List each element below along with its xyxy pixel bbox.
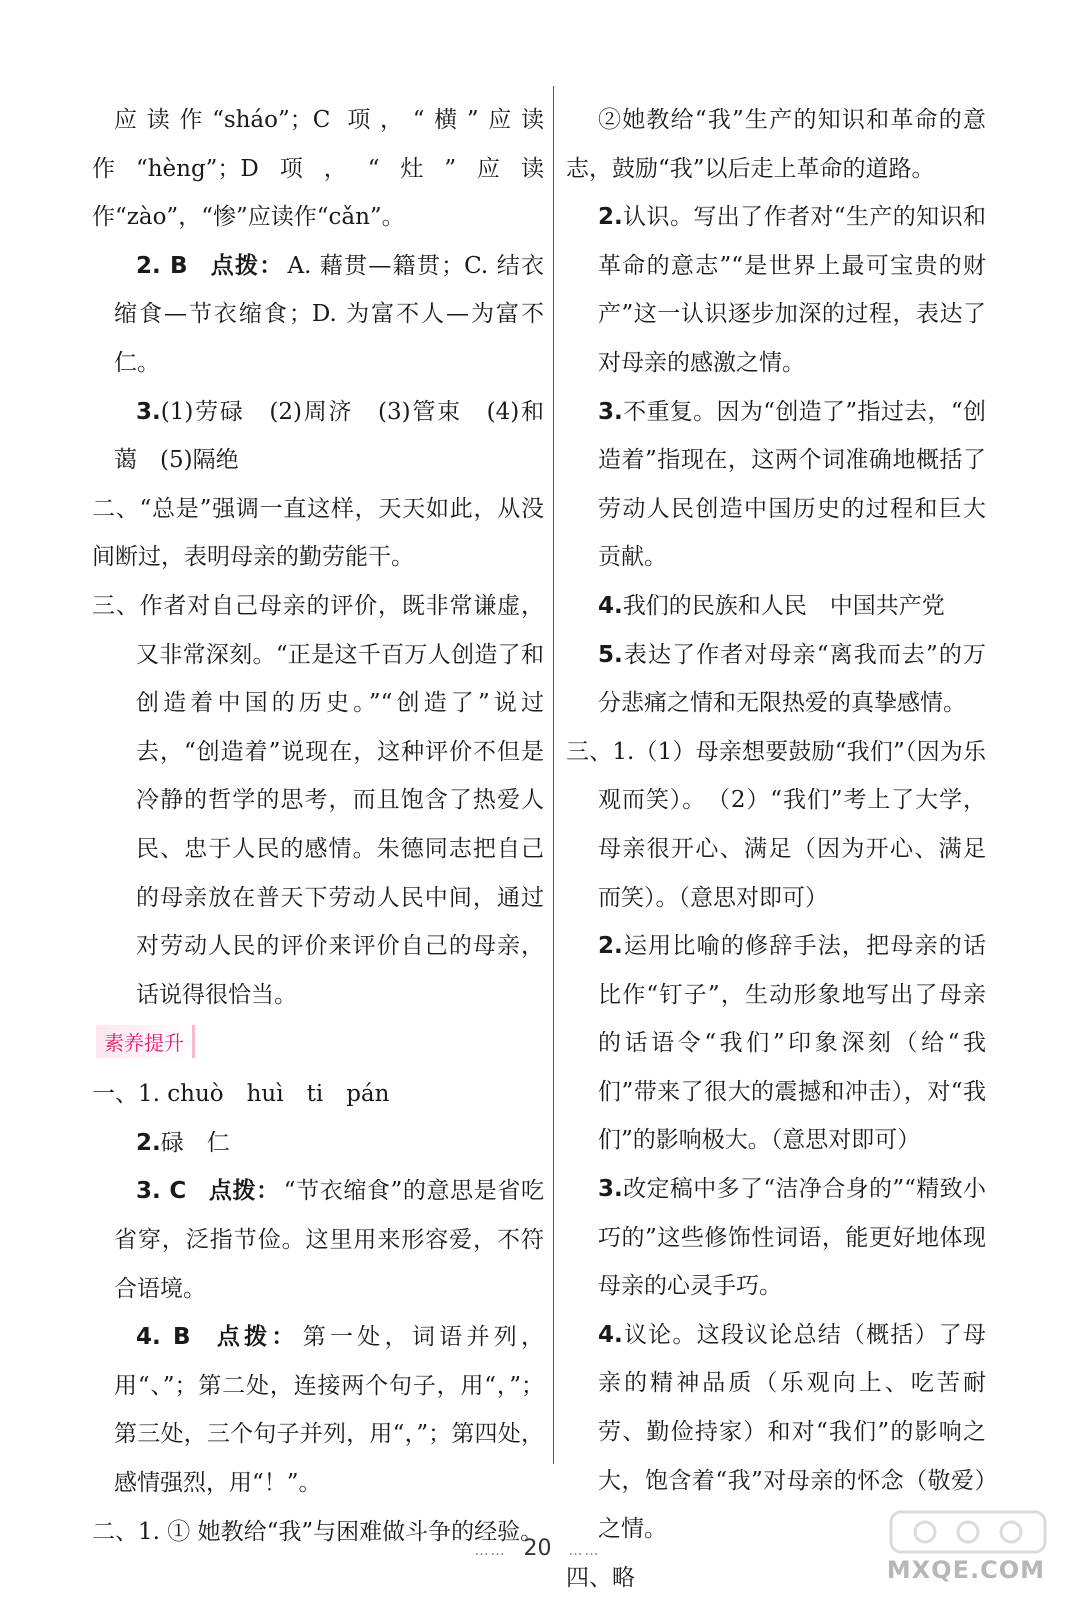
answer-paragraph bbox=[92, 1119, 544, 1168]
answer-paragraph bbox=[92, 485, 544, 582]
hint-keyword: 点拨： bbox=[208, 1178, 280, 1205]
answer-text: 我们的民族和人民 中国共产党 bbox=[622, 592, 945, 619]
answer-text: A. 藉贯—籍贯；C. 结衣缩食—节衣缩食；D. 为富不人—为富不仁。 bbox=[114, 252, 544, 376]
answer-paragraph bbox=[92, 388, 544, 485]
answer-paragraph bbox=[566, 728, 986, 922]
answer-text: 二、1. ① 她教给“我”与困难做斗争的经验。 bbox=[92, 1518, 544, 1545]
answer-paragraph bbox=[92, 1167, 544, 1313]
answer-paragraph bbox=[566, 388, 986, 582]
answer-paragraph bbox=[92, 1313, 544, 1507]
question-number: 3. bbox=[598, 398, 623, 425]
question-number: 2. B bbox=[136, 252, 188, 279]
answer-paragraph bbox=[566, 582, 986, 631]
question-number: 2. bbox=[598, 204, 623, 231]
answer-paragraph bbox=[566, 1165, 986, 1311]
column-divider bbox=[553, 86, 554, 1464]
answer-paragraph bbox=[92, 242, 544, 388]
answer-text: 四、略 bbox=[566, 1564, 635, 1591]
question-number: 4. B bbox=[136, 1324, 191, 1351]
question-number: 2. bbox=[598, 933, 623, 960]
answer-text: 认识。写出了作者对“生产的知识和革命的意志”“是世界上最可宝贵的财产”这一认识逐步加深的过程，表达了对母亲的感激之情。 bbox=[598, 204, 986, 376]
answer-text: 不重复。因为“创造了”指过去，“创造着”指现在，这两个词准确地概括了劳动人民创造中国历史的过程和巨大贡献。 bbox=[598, 398, 986, 571]
answer-text: “节衣缩食”的意思是省吃省穿，泛指节俭。这里用来形容爱，不符合语境。 bbox=[114, 1178, 544, 1302]
answer-text: 第一处，词语并列，用“、”；第二处，连接两个句子，用“，”；第三处，三个句子并列，用“，”；第四处，感情强烈，用“！”。 bbox=[114, 1324, 545, 1497]
question-number: 5. bbox=[598, 641, 623, 668]
question-number: 4. bbox=[598, 592, 623, 619]
answer-text: 应读作“sháo”；C 项，“横”应读作“hèng”；D项，“灶”应读作“zào”，“惨”应读作“cǎn”。 bbox=[92, 107, 544, 231]
footer-dots-right: …… bbox=[568, 1543, 601, 1559]
answer-text: 运用比喻的修辞手法，把母亲的话比作“钉子”，生动形象地写出了母亲的话语令“我们”印象深刻（给“我们”带来了很大的震撼和冲击），对“我们”的影响极大。（意思对即可） bbox=[598, 933, 986, 1154]
answer-paragraph bbox=[92, 582, 544, 1019]
question-number: 3. bbox=[598, 1176, 623, 1203]
answer-text: 三、1.（1）母亲想要鼓励“我们”（因为乐观而笑）。 （2）“我们”考上了大学，母亲很开心、满足（因为开心、满足而笑）。（意思对即可） bbox=[566, 738, 986, 911]
answer-paragraph bbox=[566, 631, 986, 728]
right-column bbox=[566, 96, 986, 1602]
answer-paragraph bbox=[92, 1070, 544, 1119]
answer-text: ②她教给“我”生产的知识和革命的意志，鼓励“我”以后走上革命的道路。 bbox=[566, 107, 986, 182]
question-number: 3. bbox=[136, 398, 161, 425]
answer-text: 议论。这段议论总结（概括）了母亲的精神品质（乐观向上、吃苦耐劳、勤俭持家）和对“我们”的影响之大，饱含着“我”对母亲的怀念（敬爱）之情。 bbox=[598, 1321, 986, 1543]
answer-text: 碌 仁 bbox=[160, 1129, 230, 1156]
watermark-text: MXQE.COM bbox=[886, 1556, 1045, 1584]
answer-paragraph bbox=[92, 96, 544, 242]
answer-text: 二、“总是”强调一直这样，天天如此，从没间断过，表明母亲的勤劳能干。 bbox=[92, 495, 544, 571]
answer-paragraph bbox=[566, 96, 986, 193]
answer-text: 三、作者对自己母亲的评价，既非常谦虚，又非常深刻。“正是这千百万人创造了和创造着中国的历史。”“创造了”说过去，“创造着”说现在，这种评价不但是冷静的哲学的思考，而且饱含了热爱人民、忠于人民的感情。朱德同志把自己的母亲放在普天下劳动人民中间，通过对劳动人民的评价来评价自己的母亲，话说得很恰当。 bbox=[92, 592, 544, 1008]
page-number: 20 bbox=[523, 1536, 552, 1561]
answer-paragraph bbox=[566, 193, 986, 387]
footer-dots-left: …… bbox=[474, 1543, 507, 1559]
answer-text: (1)劳碌 (2)周济 (3)管束 (4)和蔼 (5)隔绝 bbox=[114, 398, 544, 474]
answer-text: 表达了作者对母亲“离我而去”的万分悲痛之情和无限热爱的真挚感情。 bbox=[598, 641, 986, 717]
left-column bbox=[92, 96, 544, 1556]
question-number: 4. bbox=[598, 1321, 623, 1348]
answer-text: 改定稿中多了“洁净合身的”“精致小巧的”这些修饰性词语，能更好地体现母亲的心灵手巧。 bbox=[598, 1176, 986, 1300]
question-number: 3. C bbox=[136, 1178, 187, 1205]
hint-keyword: 点拨： bbox=[212, 1324, 299, 1351]
answer-paragraph bbox=[566, 922, 986, 1165]
answer-text: 一、1. chuò huì ti pán bbox=[92, 1081, 390, 1108]
section-badge: 素养提升 bbox=[96, 1025, 195, 1058]
question-number: 2. bbox=[136, 1129, 161, 1156]
hint-keyword: 点拨： bbox=[209, 252, 284, 279]
